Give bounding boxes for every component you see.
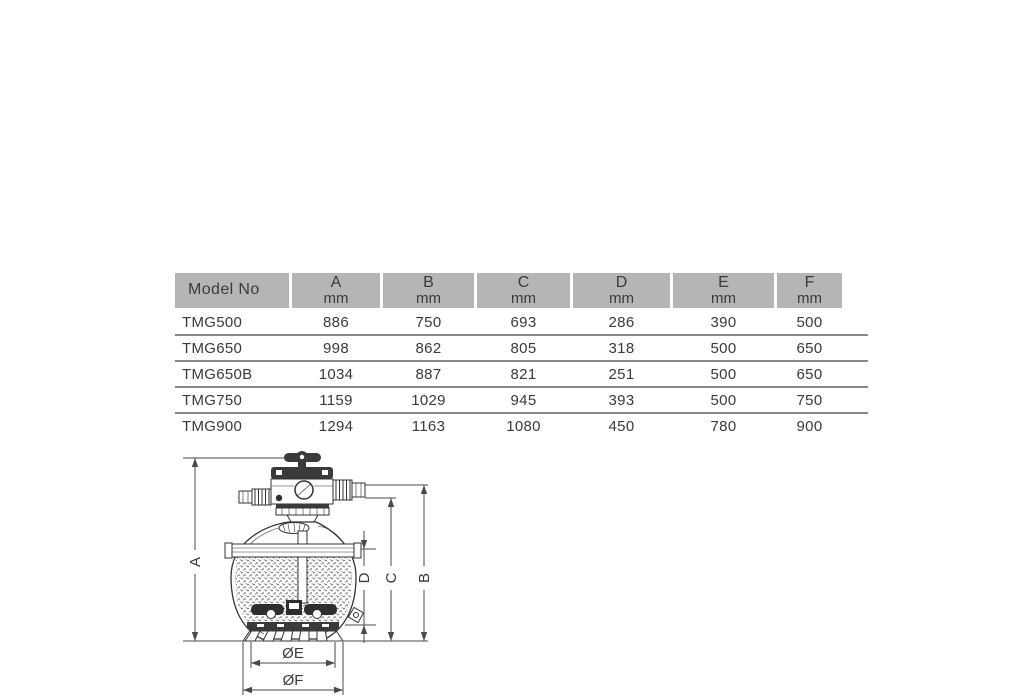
value-cell: 500 [710, 365, 737, 383]
header-unit-a: mm [323, 290, 349, 307]
header-unit-f: mm [797, 290, 822, 307]
value-cell: 693 [510, 313, 537, 331]
model-cell: TMG650B [182, 365, 253, 383]
header-cell-f [777, 273, 842, 308]
header-unit-e: mm [711, 290, 736, 307]
value-cell: 390 [710, 313, 737, 331]
model-cell: TMG900 [182, 417, 243, 435]
tank-body [225, 522, 364, 639]
value-cell: 1159 [319, 391, 353, 409]
value-cell: 500 [710, 391, 737, 409]
table-row [175, 336, 868, 362]
header-cell-model: Model No [175, 273, 289, 308]
value-cell: 1163 [411, 417, 446, 435]
header-unit-c: mm [511, 290, 536, 307]
value-cell: 900 [796, 417, 823, 435]
value-cell: 780 [710, 417, 737, 435]
value-cell: 1029 [411, 391, 446, 409]
filter-dimension-diagram [175, 445, 440, 700]
header-letter-a: A [330, 273, 342, 291]
header-letter-d: D [615, 273, 628, 291]
header-cell-b [383, 273, 474, 308]
sand-media [236, 557, 351, 626]
value-cell: 318 [608, 339, 635, 357]
header-cell-c [477, 273, 570, 308]
value-cell: 500 [796, 313, 823, 331]
spec-table [175, 273, 868, 438]
value-cell: 750 [796, 391, 823, 409]
value-cell: 500 [710, 339, 737, 357]
table-row [175, 414, 868, 438]
table-row [175, 310, 868, 336]
multiport-valve [239, 451, 365, 522]
value-cell: 1294 [318, 417, 354, 435]
dim-label-f: ØF [282, 672, 304, 689]
value-cell: 650 [796, 339, 823, 357]
model-cell: TMG500 [182, 313, 243, 331]
value-cell: 805 [510, 339, 537, 357]
model-cell: TMG750 [182, 391, 243, 409]
header-cell-a [292, 273, 380, 308]
table-row [175, 362, 868, 388]
header-letter-e: E [718, 273, 729, 291]
dim-label-b: B [416, 572, 433, 584]
header-cell-e [673, 273, 774, 308]
value-cell: 650 [796, 365, 823, 383]
value-cell: 450 [608, 417, 635, 435]
header-cell-d [573, 273, 670, 308]
value-cell: 286 [608, 313, 635, 331]
header-letter-b: B [423, 273, 434, 291]
header-letter-c: C [517, 273, 530, 291]
model-cell: TMG650 [182, 339, 243, 357]
table-body [175, 310, 868, 438]
value-cell: 886 [323, 313, 349, 331]
value-cell: 1034 [318, 365, 354, 383]
value-cell: 750 [415, 313, 442, 331]
value-cell: 945 [510, 391, 537, 409]
value-cell: 1080 [506, 417, 541, 435]
value-cell: 251 [608, 365, 635, 383]
value-cell: 862 [415, 339, 442, 357]
header-letter-f: F [804, 273, 815, 291]
dim-label-e: ØE [282, 645, 304, 662]
value-cell: 393 [608, 391, 635, 409]
header-unit-d: mm [609, 290, 634, 307]
value-cell: 998 [323, 339, 349, 357]
dim-label-a: A [187, 556, 204, 568]
value-cell: 821 [510, 365, 537, 383]
dim-label-d: D [356, 572, 373, 584]
dim-label-c: C [383, 572, 400, 584]
header-unit-b: mm [416, 290, 441, 307]
table-header-row [175, 273, 842, 308]
table-row [175, 388, 868, 414]
value-cell: 887 [415, 365, 442, 383]
